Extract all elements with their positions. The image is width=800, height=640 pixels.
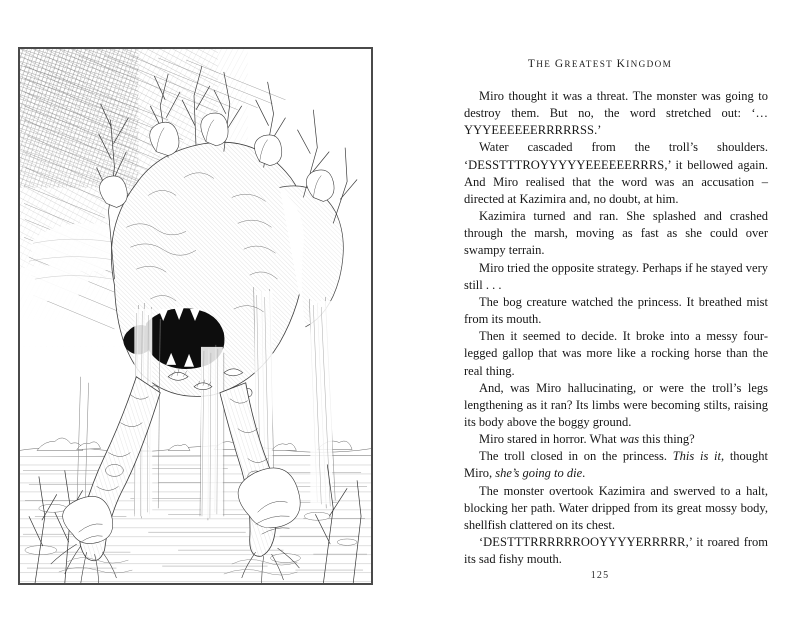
shouted-word: YYYEEEEEERRRRRSS xyxy=(464,123,595,138)
paragraph: Miro stared in horror. What was this thing? xyxy=(479,432,695,447)
body-text xyxy=(464,88,768,568)
paragraph: And, was Miro hallucinating, or were the troll’s legs lengthening as it ran? Its limbs were becoming stilts, raising its body above the boggy ground. xyxy=(464,380,768,429)
page-number: 125 xyxy=(590,570,610,581)
paragraph: Miro thought it was a threat. The monster was going to destroy them. But no, the word stretched out: ‘… YYYEEEEEERRRRRSS.’ xyxy=(464,89,768,138)
bog-troll-illustration xyxy=(18,47,373,585)
shouted-word: DESTTTRRRRRROOYYYYERRRRR xyxy=(483,535,686,550)
running-head xyxy=(400,58,800,70)
paragraph: The bog creature watched the princess. It breathed mist from its mouth. xyxy=(464,294,768,327)
paragraph: Then it seemed to decide. It broke into a messy four-legged gallop that was more like a rocking horse than the real thing. xyxy=(464,329,768,378)
paragraph: The monster overtook Kazimira and swerved to a halt, blocking her path. Water dripped from its great mossy body, shellfish clattered on its chest. xyxy=(464,483,768,532)
emphasis-text: This is it xyxy=(672,449,721,464)
emphasis-text: was xyxy=(619,432,640,447)
illustration-artwork xyxy=(19,48,372,584)
shouted-word: DESSTTTROYYYYYEEEEEERRRS xyxy=(468,157,665,172)
paragraph: ‘DESTTTRRRRRROOYYYYERRRRR,’ it roared from its sad fishy mouth. xyxy=(464,535,768,567)
emphasis-text: she’s going to die xyxy=(495,466,583,481)
running-head-text: THE GREATEST KINGDOM xyxy=(527,58,673,70)
paragraph: Miro tried the opposite strategy. Perhaps if he stayed very still . . . xyxy=(464,260,768,292)
paragraph: Water cascaded from the troll’s shoulders. ‘DESSTTTROYYYYYEEEEEERRRS,’ it bellowed again. And Miro realised that the word was an accusation – directed at Kazimira and, no doubt, at him. xyxy=(464,140,768,206)
paragraph: The troll closed in on the princess. This is it, thought Miro, she’s going to die. xyxy=(464,449,769,481)
right-page xyxy=(400,0,800,640)
paragraph: Kazimira turned and ran. She splashed and crashed through the marsh, moving as fast as she could over swampy terrain. xyxy=(464,209,768,258)
